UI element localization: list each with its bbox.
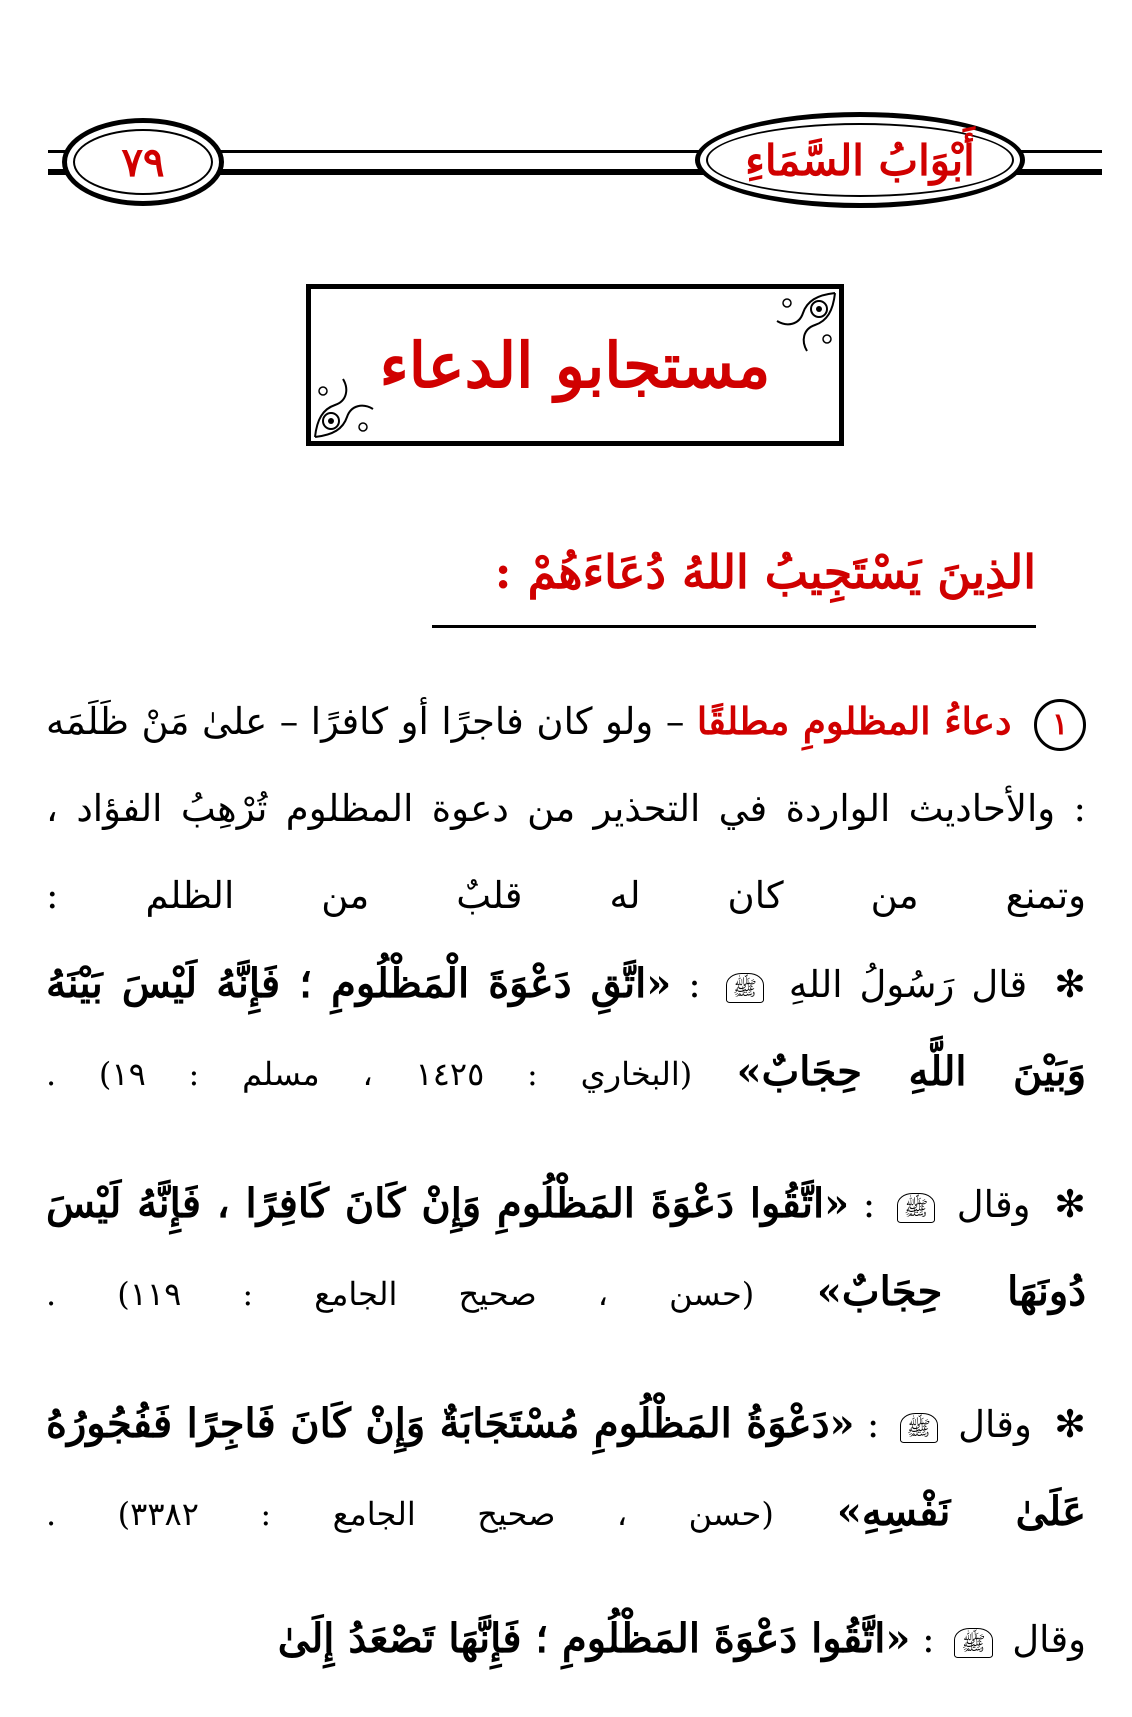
- hadith-quote: «دَعْوَةُ المَظْلُومِ مُسْتَجَابَةٌ وَإِنْ كَانَ فَاجِرًا فَفُجُورُهُ عَلَىٰ نَفْسِهِ»: [46, 1400, 1087, 1535]
- item-text: – ولو كان فاجرًا أو كافرًا – علىٰ مَنْ ظَلَمَه : والأحاديث الواردة في التحذير من دعوة المظلوم تُرْهِبُ الفؤاد ، وتمنع من كان له قلبٌ من الظلم :: [46, 700, 1086, 917]
- paragraph-5: [46, 1595, 1086, 1683]
- salutation-icon: ﷺ: [726, 973, 764, 1003]
- star-icon: ✻: [1054, 1182, 1087, 1226]
- salutation-icon: ﷺ: [954, 1628, 992, 1658]
- corner-ornament-icon: [757, 291, 837, 361]
- hadith-reference: (البخاري : ١٤٢٥ ، مسلم : ١٩) .: [46, 1055, 693, 1093]
- running-title-oval: [695, 112, 1025, 208]
- page-number: ٧٩: [121, 138, 165, 186]
- corner-ornament-icon: [313, 369, 393, 439]
- hadith-quote: «اتَّقُوا دَعْوَةَ المَظْلُومِ وَإِنْ كَانَ كَافِرًا ، فَإِنَّهُ لَيْسَ دُونَهَا حِجَابٌ»: [46, 1180, 1087, 1315]
- hadith-reference: (حسن ، صحيح الجامع : ١١٩) .: [46, 1275, 755, 1313]
- colon: :: [849, 1183, 876, 1226]
- item-number-badge: ١: [1034, 699, 1086, 751]
- section-underline: [432, 625, 1036, 628]
- running-title: أَبْوَابُ السَّمَاءِ: [745, 135, 975, 185]
- paragraph-3: [46, 1160, 1086, 1338]
- item-lead: دعاءُ المظلومِ مطلقًا: [696, 699, 1012, 743]
- section-heading: الذِينَ يَسْتَجِيبُ اللهُ دُعَاءَهُمْ :: [494, 545, 1036, 599]
- chapter-title-box: [306, 284, 844, 446]
- salutation-icon: ﷺ: [897, 1193, 935, 1223]
- hadith-intro: وقال: [1012, 1618, 1086, 1661]
- salutation-icon: ﷺ: [900, 1413, 938, 1443]
- hadith-intro: قال رَسُولُ اللهِ: [788, 963, 1028, 1006]
- hadith-quote: «اتَّقُوا دَعْوَةَ المَظْلُومِ ؛ فَإِنَّهَا تَصْعَدُ إِلَىٰ: [277, 1615, 911, 1662]
- hadith-quote: «اتَّقِ دَعْوَةَ الْمَظْلُومِ ؛ فَإِنَّهُ لَيْسَ بَيْنَهُ وَبَيْنَ اللَّهِ حِجَابٌ»: [46, 960, 1087, 1095]
- paragraph-1: [46, 678, 1086, 939]
- star-icon: ✻: [1054, 1402, 1086, 1446]
- hadith-intro: وقال: [958, 1403, 1032, 1446]
- chapter-title: مستجابو الدعاء: [379, 328, 771, 402]
- paragraph-2: [46, 940, 1086, 1118]
- star-icon: ✻: [1054, 962, 1086, 1006]
- hadith-reference: (حسن ، صحيح الجامع : ٣٣٨٢) .: [46, 1495, 774, 1533]
- paragraph-4: [46, 1380, 1086, 1558]
- page-number-oval: [62, 118, 224, 206]
- colon: :: [910, 1618, 935, 1661]
- colon: :: [854, 1403, 880, 1446]
- hadith-intro: وقال: [956, 1183, 1031, 1226]
- colon: :: [671, 963, 701, 1006]
